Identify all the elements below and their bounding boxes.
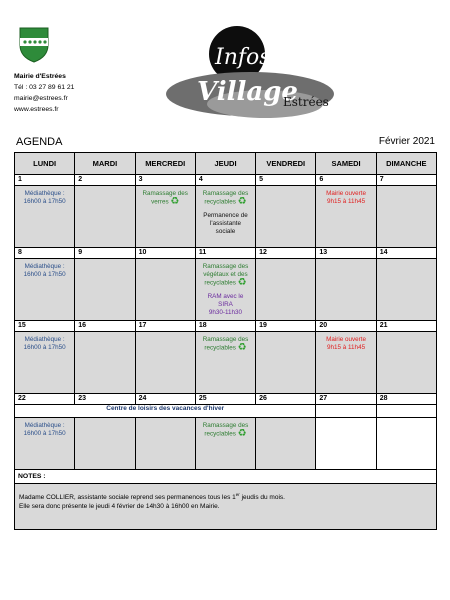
centre-loisirs-banner: Centre de loisirs des vacances d'hiver [15,405,316,418]
day-cell [15,186,75,248]
recycle-icon: ♻ [237,342,247,353]
day-number: 14 [376,248,436,259]
day-cell [376,259,436,321]
day-cell [135,259,195,321]
date-row [15,175,437,186]
day-cell [316,418,376,470]
event-ramassage-verres: Ramassage des verres ♻ [142,190,188,207]
weekday-header: LUNDI [15,153,75,175]
day-number: 21 [376,321,436,332]
notes-line-2: Elle sera donc présente le jeudi 4 février de 14h30 à 16h00 en Mairie. [19,503,220,511]
day-number: 18 [195,321,255,332]
weekday-header: DIMANCHE [376,153,436,175]
day-cell [135,186,195,248]
day-cell [376,186,436,248]
day-number: 12 [256,248,316,259]
coat-of-arms-icon [19,27,49,63]
event-mediatheque: Médiathèque : 16h00 à 17h50 [23,263,66,278]
day-number: 24 [135,394,195,405]
event-mediatheque: Médiathèque : 16h00 à 17h50 [23,422,66,437]
day-number: 25 [195,394,255,405]
day-cell [15,259,75,321]
recycle-icon: ♻ [237,277,247,288]
day-number: 6 [316,175,376,186]
day-cell [75,259,135,321]
weekday-header: SAMEDI [316,153,376,175]
day-number: 19 [256,321,316,332]
event-permanence: Permanence de l'assistante sociale [203,211,248,235]
day-cell [256,259,316,321]
weekday-header-row [15,153,437,175]
event-mediatheque: Médiathèque : 16h00 à 17h50 [23,190,66,205]
event-ramassage-recyclables: Ramassage des recyclables ♻ [202,422,249,439]
day-number: 17 [135,321,195,332]
day-cell [75,332,135,394]
logo-word-village: Village [197,77,298,107]
email-address[interactable]: mairie@estrees.fr [14,95,68,102]
day-number: 28 [376,394,436,405]
logo-word-infos: Infos [215,45,271,70]
event-ramassage-recyclables: Ramassage des recyclables ♻ [202,336,249,353]
day-cell [376,332,436,394]
event-ram-sira: RAM avec le SIRA 9h30-11h30 [207,292,244,316]
recycle-icon: ♻ [237,428,247,439]
day-number: 26 [256,394,316,405]
day-cell [316,332,376,394]
day-cell [75,418,135,470]
notes-body [15,484,437,530]
day-cell [135,418,195,470]
day-number: 20 [316,321,376,332]
day-cell [75,186,135,248]
notes-label: NOTES : [15,470,437,484]
day-number: 27 [316,394,376,405]
event-ramassage-recyclables: Ramassage des recyclables ♻ [202,190,249,207]
recycle-icon: ♻ [237,196,247,207]
day-number: 11 [195,248,255,259]
day-number: 8 [15,248,75,259]
day-cell [195,418,255,470]
website[interactable]: www.estrees.fr [14,106,59,113]
day-number: 2 [75,175,135,186]
event-ramassage-vegetaux: Ramassage des végétaux et des recyclables ♻ [202,263,249,288]
day-cell [135,332,195,394]
logo-word-estrees: Estrées [283,95,329,109]
day-number: 4 [195,175,255,186]
event-row [15,259,437,321]
day-cell [195,259,255,321]
day-cell [15,418,75,470]
weekday-header: VENDREDI [256,153,316,175]
day-number: 23 [75,394,135,405]
day-cell [316,259,376,321]
day-number: 1 [15,175,75,186]
day-cell [256,332,316,394]
centre-loisirs-row [15,405,437,418]
weekday-header: MARDI [75,153,135,175]
date-row [15,394,437,405]
event-row [15,418,437,470]
day-number: 13 [316,248,376,259]
day-cell [256,186,316,248]
agenda-title: AGENDA [16,136,63,148]
day-number: 15 [15,321,75,332]
phone-number: Tél : 03 27 89 61 21 [14,84,75,91]
mairie-name: Mairie d'Estrées [14,73,66,80]
event-row [15,186,437,248]
day-cell [195,332,255,394]
event-mairie-ouverte: Mairie ouverte 9h15 à 11h45 [326,190,366,205]
notes-line-1: Madame COLLIER, assistante sociale reprend ses permanences tous les 1er jeudis du mois. [19,492,285,502]
date-row [15,321,437,332]
day-cell [376,405,436,418]
day-number: 16 [75,321,135,332]
agenda-month: Février 2021 [378,136,435,147]
day-number: 3 [135,175,195,186]
notes-label-row [15,470,437,484]
recycle-icon: ♻ [170,196,180,207]
day-cell [256,418,316,470]
day-number: 10 [135,248,195,259]
day-number: 5 [256,175,316,186]
contact-block [14,71,74,115]
weekday-header: MERCREDI [135,153,195,175]
day-number: 22 [15,394,75,405]
event-mediatheque: Médiathèque : 16h00 à 17h50 [23,336,66,351]
event-row [15,332,437,394]
weekday-header: JEUDI [195,153,255,175]
day-number: 9 [75,248,135,259]
day-cell [15,332,75,394]
day-number: 7 [376,175,436,186]
calendar-table [14,152,437,530]
date-row [15,248,437,259]
event-mairie-ouverte: Mairie ouverte 9h15 à 11h45 [326,336,366,351]
day-cell [316,186,376,248]
infos-village-logo [165,24,335,119]
day-cell [376,418,436,470]
notes-body-row [15,484,437,530]
day-cell [195,186,255,248]
day-cell [316,405,376,418]
